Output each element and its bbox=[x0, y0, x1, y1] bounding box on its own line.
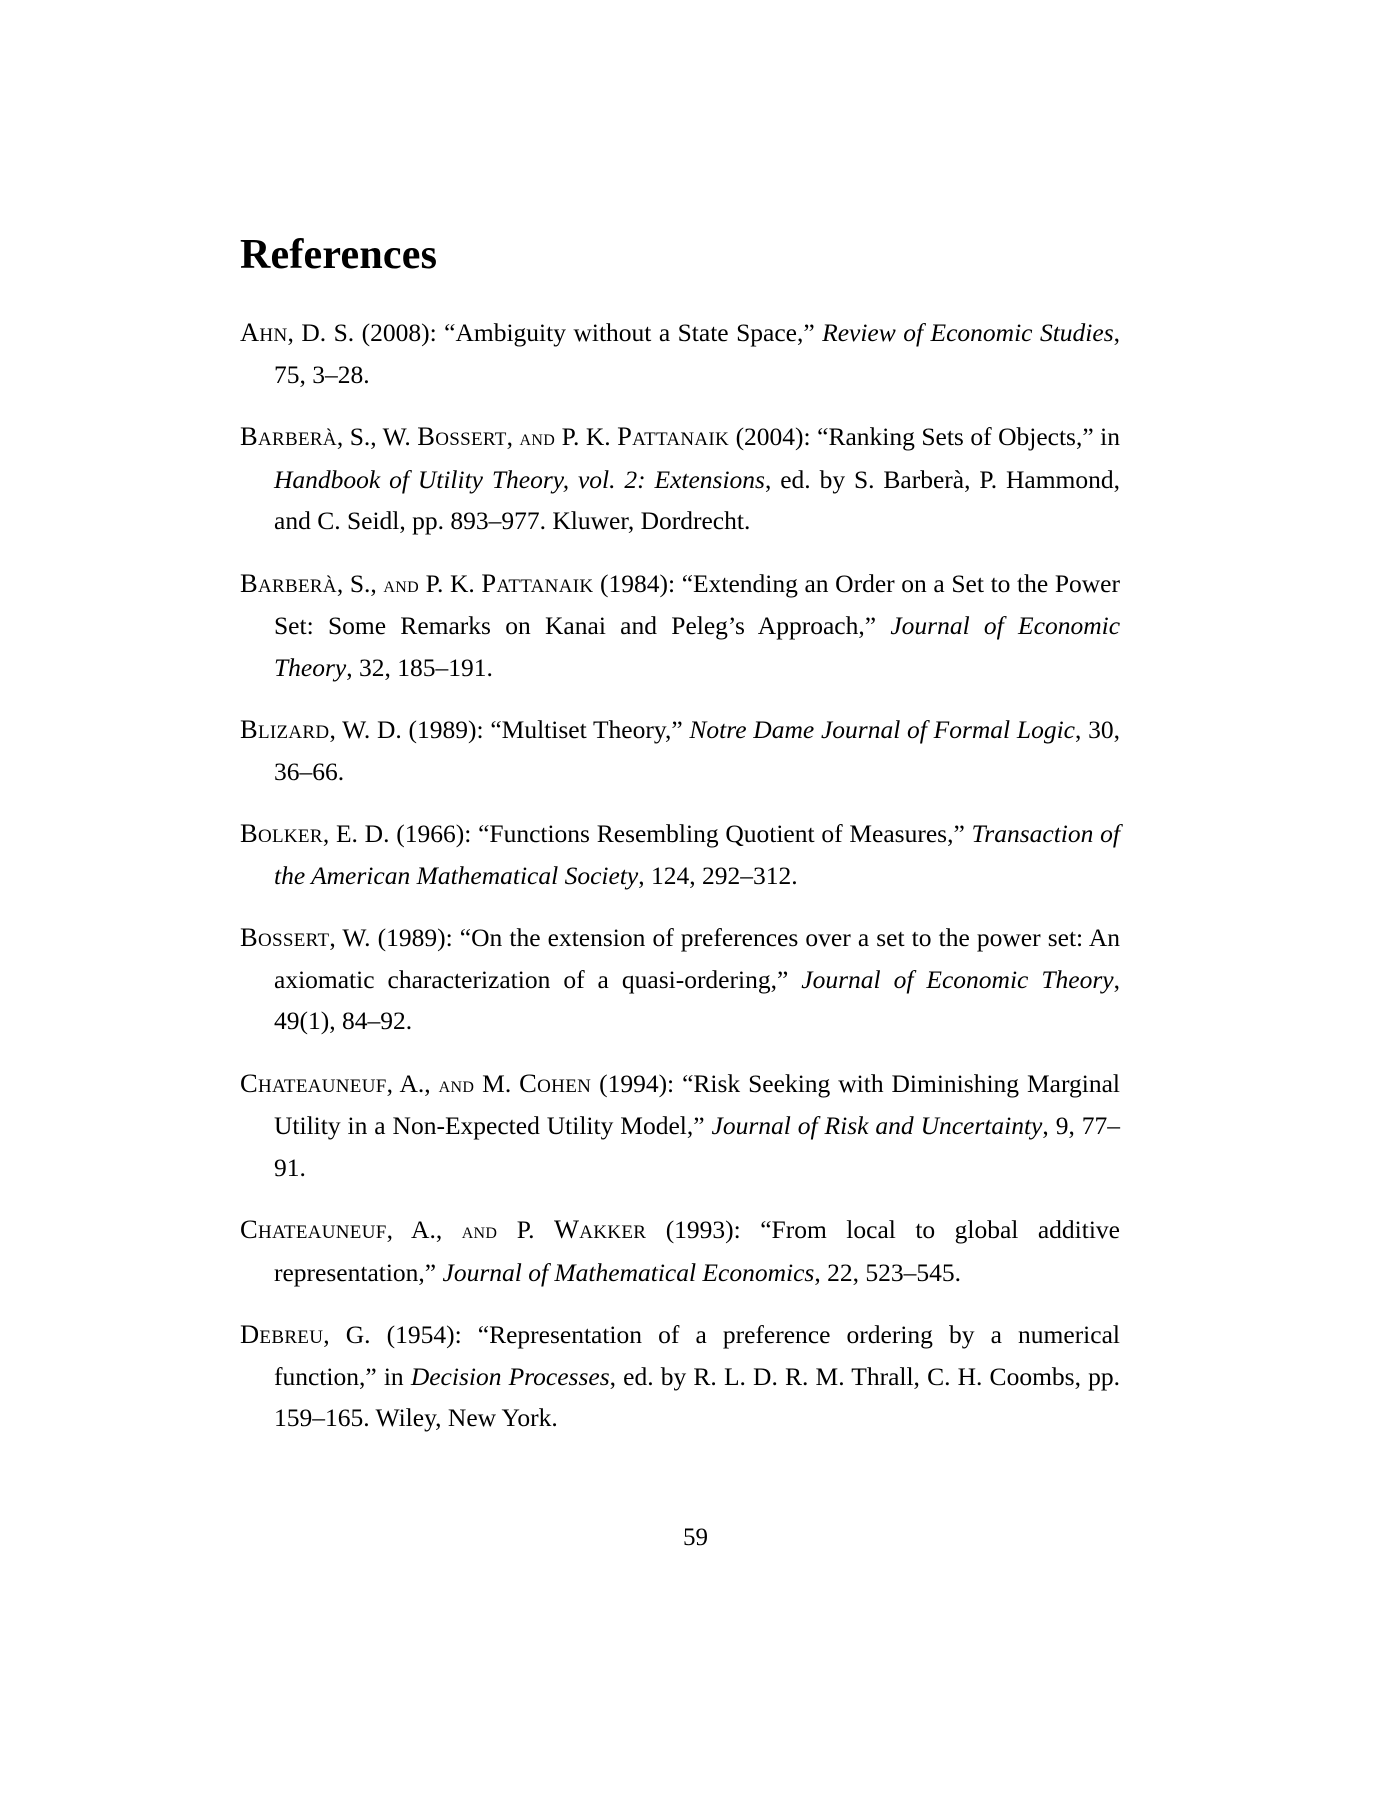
citation-text-run: Barberà bbox=[240, 567, 337, 598]
citation-text-run: Pattanaik bbox=[617, 421, 730, 452]
bibliography-entry bbox=[240, 1209, 1120, 1293]
citation-text-run: P. bbox=[497, 1215, 554, 1245]
citation-text-run: , E. D. (1966): “Functions Resembling Quotient of Measures,” bbox=[322, 819, 972, 849]
citation-text-run: , W. D. (1989): “Multiset Theory,” bbox=[329, 715, 690, 745]
bibliography-entry bbox=[240, 416, 1120, 542]
citation-text-run: , S., W. bbox=[336, 422, 418, 452]
citation-text-run: Review of Economic Studies bbox=[822, 318, 1114, 348]
citation-text-run: Debreu bbox=[240, 1319, 324, 1350]
bibliography-entry bbox=[240, 563, 1120, 689]
bibliography-list bbox=[240, 312, 1120, 1439]
citation-text-run: M. bbox=[474, 1068, 520, 1098]
citation-text-run: Journal of Economic Theory bbox=[801, 964, 1114, 994]
bibliography-entry bbox=[240, 917, 1120, 1042]
bibliography-entry bbox=[240, 1314, 1120, 1439]
citation-text-run: , 32, 185–191. bbox=[346, 652, 493, 682]
citation-text-run: , ed. by S. Barberà, P. Hammond, and C. Seidl, pp. 893–977. Kluwer, Dordrecht. bbox=[274, 464, 1120, 536]
citation-text-run: Journal of Economic Theory bbox=[274, 611, 1121, 682]
bibliography-entry bbox=[240, 312, 1120, 395]
citation-text-run: Pattanaik bbox=[481, 567, 594, 598]
citation-text-run: (2004): “Ranking Sets of Objects,” in bbox=[729, 422, 1120, 452]
citation-text-run: Bolker bbox=[240, 818, 323, 849]
citation-text-run: , A., bbox=[386, 1068, 439, 1098]
citation-text-run: Bossert bbox=[417, 421, 507, 452]
citation-text-run: (1994): “Risk Seeking with Diminishing Marginal Utility in a Non-Expected Utility Model,” bbox=[274, 1068, 1120, 1141]
citation-text-run: Transaction of the American Mathematical Society bbox=[274, 819, 1120, 890]
citation-text-run: Handbook of Utility Theory, vol. 2: Extensions bbox=[274, 464, 765, 494]
citation-text-run: Wakker bbox=[553, 1214, 647, 1245]
citation-text-run: , S., bbox=[336, 568, 384, 598]
citation-text-run: Journal of Risk and Uncertainty bbox=[711, 1111, 1043, 1141]
citation-text-run: (1993): “From local to global additive representation,” bbox=[274, 1215, 1120, 1287]
citation-text-run: , ed. by R. L. D. R. M. Thrall, C. H. Coombs, pp. 159–165. Wiley, New York. bbox=[274, 1361, 1120, 1433]
citation-text-run: Chateauneuf bbox=[240, 1067, 387, 1098]
bibliography-entry bbox=[240, 813, 1120, 896]
citation-text-run: and bbox=[383, 571, 419, 597]
citation-text-run: , 9, 77–91. bbox=[274, 1111, 1120, 1182]
citation-text-run: Ahn bbox=[240, 317, 288, 348]
citation-text-run: , 49(1), 84–92. bbox=[274, 964, 1120, 1036]
citation-text-run: , 75, 3–28. bbox=[274, 318, 1120, 389]
page-title: References bbox=[240, 232, 438, 278]
citation-text-run: , A., bbox=[386, 1215, 462, 1245]
citation-text-run: Chateauneuf bbox=[240, 1214, 387, 1245]
citation-text-run: and bbox=[519, 425, 556, 451]
citation-text-run: Notre Dame Journal of Formal Logic bbox=[689, 715, 1075, 745]
citation-text-run: , 124, 292–312. bbox=[638, 860, 798, 890]
citation-text-run: Cohen bbox=[519, 1067, 592, 1098]
citation-text-run: , D. S. (2008): “Ambiguity without a State Space,” bbox=[287, 318, 823, 348]
bibliography-entry bbox=[240, 1063, 1120, 1189]
citation-text-run: , 22, 523–545. bbox=[814, 1257, 961, 1287]
citation-text-run: Blizard bbox=[240, 714, 330, 745]
citation-text-run: (1984): “Extending an Order on a Set to the Power Set: Some Remarks on Kanai and Peleg’s Approach,” bbox=[274, 568, 1120, 641]
citation-text-run: and bbox=[461, 1218, 498, 1244]
citation-text-run: P. K. bbox=[419, 568, 482, 598]
citation-text-run: , G. (1954): “Representation of a preference ordering by a numerical function,” in bbox=[274, 1320, 1120, 1391]
citation-text-run: P. K. bbox=[555, 422, 618, 452]
citation-text-run: Decision Processes bbox=[410, 1361, 610, 1391]
references-section bbox=[240, 232, 1120, 1439]
citation-text-run: , bbox=[506, 422, 520, 452]
bibliography-entry bbox=[240, 709, 1120, 792]
citation-text-run: Barberà bbox=[240, 421, 337, 452]
citation-text-run: and bbox=[438, 1071, 475, 1097]
citation-text-run: Journal of Mathematical Economics bbox=[442, 1257, 815, 1287]
citation-text-run: , 30, 36–66. bbox=[274, 715, 1120, 786]
citation-text-run: , W. (1989): “On the extension of preferences over a set to the power set: An axiomatic characterization of a quasi-ordering,” bbox=[274, 923, 1120, 994]
page-number: 59 bbox=[683, 1524, 708, 1551]
citation-text-run: Bossert bbox=[240, 922, 330, 953]
